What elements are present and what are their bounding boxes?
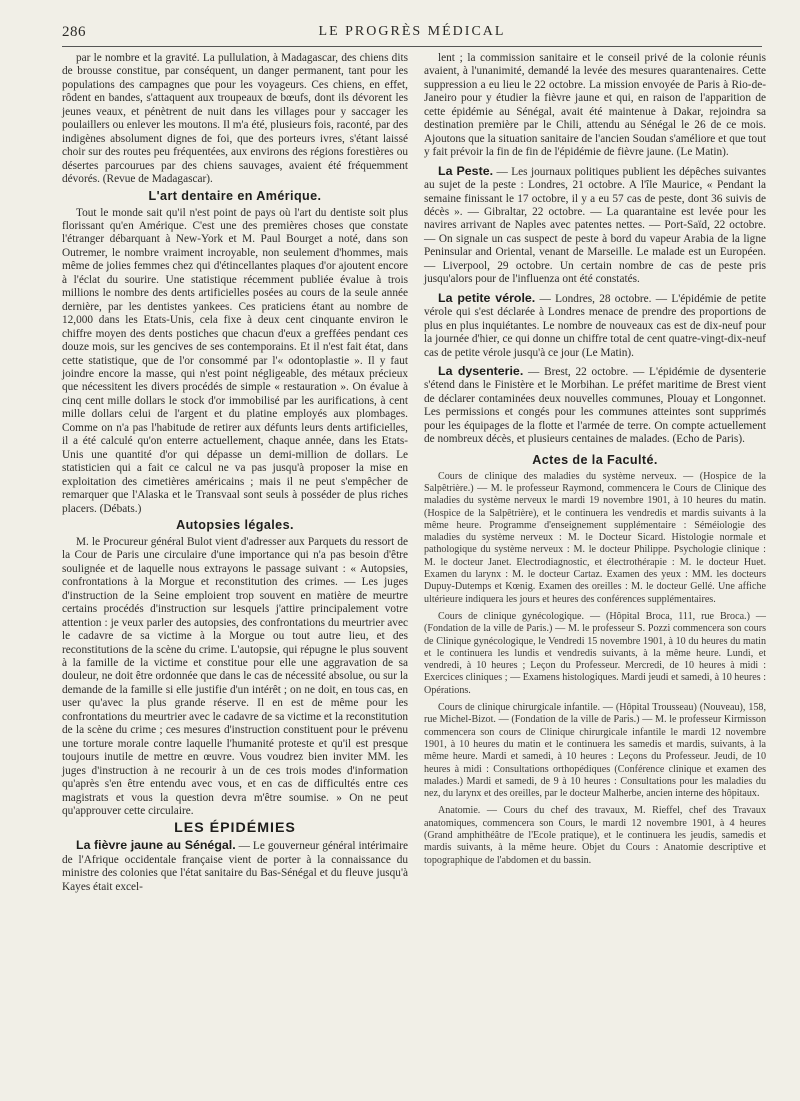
running-title: LE PROGRÈS MÉDICAL	[318, 24, 506, 39]
petite-verole-text: — Londres, 28 octobre. — L'épidémie de petite vérole qui s'est déclarée à Londres menace de prendre des proportions de plus en plus inquiétantes. Le nombre de nouveaux cas est de dix-neuf pour la journée d'hier, ce qui donne un chiffre total de cent quatre-vingt-dix-neuf cas de petite vérole jusqu'à ce jour (Le Matin).	[424, 292, 766, 359]
peste-runin: La Peste.	[438, 163, 494, 178]
section-heading-actes-faculte: Actes de la Faculté.	[532, 452, 658, 467]
cours-systeme-nerveux: Cours de clinique des maladies du système nerveux. — (Hospice de la Salpêtrière.) — M. le professeur Raymond, commencera le Cours de Clinique des maladies du système nerveux le mardi 19 novembre 1901, à 10 heures du matin. (Hospice de la Salpêtrière), et le continuera les vendredis et mardis suivants à la même heure. Programme d'enseignement supplémentaire : Séméiologie des maladies du système nerveux : M. le Docteur Sicard. Histologie normale et pathologique du système nerveux : M. le docteur Philippe. Psychologie clinique : M. le docteur Janet. Electrodiagnostic, et électrothérapie : M. le docteur Huet. Examen du larynx : M. le docteur Cartaz. Examen des yeux : MM. les docteurs Dupuy-Dutemps et Kœnig. Examen des oreilles : M. le docteur Gellé. Une affiche ultérieure indiquera les jours et heures des conférences supplémentaires.	[424, 470, 766, 605]
section-heading-art-dentaire: L'art dentaire en Amérique.	[148, 188, 322, 203]
petite-verole-runin: La petite vérole.	[438, 290, 536, 305]
section-heading-autopsies: Autopsies légales.	[176, 517, 294, 532]
fievre-jaune-runin: La fièvre jaune au Sénégal.	[76, 838, 236, 853]
petite-verole-paragraph	[424, 292, 766, 360]
dysenterie-text: — Brest, 22 octobre. — L'épidémie de dysenterie s'étend dans le Finistère et le Morbihan. Le préfet maritime de Brest vient de déclarer contaminées deux nouvelles communes, Plouay et Longonnet. Les permissions et congés pour les communes atteintes sont supprimés pour les équipages de la flotte et l'armée de terre. On compte actuellement de nombreux décès, et plusieurs centaines de malades. (Echo de Paris).	[424, 365, 766, 446]
cours-anatomie: Anatomie. — Cours du chef des travaux, M. Rieffel, chef des Travaux anatomiques, commencera son Cours, le mardi 12 novembre 1901, à 4 heures (Grand amphithéâtre de l'Ecole pratique), et le continuera les jeudis, samedis et mardis suivants, à la même heure. Objet du Cours : Anatomie descriptive et topographique de l'abdomen et du bassin.	[424, 805, 766, 866]
dysenterie-paragraph	[424, 365, 766, 447]
fievre-jaune-text: — Le gouverneur général intérimaire de l'Afrique occidentale française vient de porter à la connaissance du ministre des colonies que l'état sanitaire du Bas-Sénégal et du fleuve jusqu'à Kayes était excel-	[62, 840, 409, 893]
dysenterie-runin: La dysenterie.	[438, 363, 524, 378]
right-column	[424, 52, 766, 867]
art-dentaire-paragraph: Tout le monde sait qu'il n'est point de pays où l'art du dentiste soit plus florissant qu'en Amérique. C'est une des premières choses que constate l'étranger débarquant à New-York et M. Paul Bourget a noté, dans son Outremer, le nombre vraiment incroyable, non seulement d'hommes, mais même de jolies femmes chez qui d'étincellantes plaques d'or ajoutent encore à l'éclat du sourire. Une statistique récemment publiée évalue à trois millions le nombre des dents artificielles posées au cours de la seule année dernière, par les dentistes yankees. Ces praticiens étant au nombre de 12,000 dans les Etats-Unis, cela fixe à deux cent cinquante environ le chiffre moyen des dents postiches que chacun d'eux a greffées pendant ces douze mois, sur les gencives de ses contemporains. Et il n'est fait état, dans cette statistique, que de l'or consommé par l'« odontoplastie ». Il y faut joindre encore la masse, qui n'est point négligeable, des métaux précieux que nécessitent les divers procédés de simple « restauration ». On évalue à cinq cent mille dollars le stock d'or immobilisé par les aurifications, à cent mille dollars celui de l'argent et du platine employés aux plombages. Comme on n'a pas l'habitude de retirer aux défunts leurs dents artificielles, il a été calculé qu'on enterre actuellement, chaque année, dans les Etats-Unis une quantité d'or qui dépasse un demi-million de dollars. Le statisticien qui a fait ce calcul ne va pas jusqu'à proposer la mise en exploitation des cimetières américains ; mais il ne peut s'empêcher de remarquer que l'Alaska et le Transvaal sont seuls à posséder de plus riches placers. (Débats.)	[62, 206, 408, 515]
cours-gynecologique: Cours de clinique gynécologique. — (Hôpital Broca, 111, rue Broca.) — (Fondation de la ville de Paris.) — M. le professeur S. Pozzi commencera son cours de Clinique gynécologique, le Vendredi 15 novembre 1901, à 10 du heures du matin et le continuera les lundis et vendredis suivants, à la même heure. Lundi, et vendredi, à 10 heures ; Leçon du Professeur. Mercredi, de 10 heures à midi : Exercices cliniques ; — Examens histologiques. Mardi jeudi et samedi, à 10 heures : Opérations.	[424, 610, 766, 696]
fievre-jaune-continued: lent ; la commission sanitaire et le conseil privé de la colonie réunis avaient, à l'unanimité, demandé la levée des mesures quarantenaires. Cette suppression a eu lieu le 22 octobre. La mission envoyée de Paris à Rio-de-Janeiro pour y étudier la fièvre jaune et qui, en raison de l'apparition de cette épidémie au Sénégal, avait été maintenue à Dakar, rejoindra sa destination première par le Chili, attendu au Sénégal le 26 de ce mois. Ajoutons que la situation sanitaire de l'ancien Soudan s'améliore et que tout y fait prévoir la fin de fin de l'épidémie de fièvre jaune. (Le Matin).	[424, 52, 766, 159]
peste-paragraph	[424, 165, 766, 287]
autopsies-paragraph: M. le Procureur général Bulot vient d'adresser aux Parquets du ressort de la Cour de Paris une circulaire d'une importance qui n'a pas besoin d'être soulignée et de laquelle nous extrayons le passage suivant : « Autopsies, confrontations à la Morgue et reconstitution des crimes. — Les juges d'instruction de la Seine emploient trop souvent en matière de meurtre certains procédés d'instruction sur lesquels j'attire principalement votre attention : je veux parler des autopsies, des confrontations du meurtrier avec le cadavre de sa victime à la Morgue ou tout autre lieu, et des reconstitutions de la scène du crime. L'autopsie, qui répugne le plus souvent à la famille de la victime et constitue pour elle une aggravation de sa douleur, ne doit être ordonnée que dans le cas de nécessité absolue, ou sur la demande de la famille si elle justifie d'un intérêt ; on ne doit, en tous cas, en user qu'avec la plus grande réserve. Il en est de même pour les confrontations du meurtrier avec le cadavre de sa victime et la reconstitution de la scène du crime ; ces mesures d'instruction constituent pour le prévenu une torture morale contre laquelle l'humanité proteste et qu'il est presque toujours inutile de mettre en œuvre. Vous voudrez bien inviter MM. les juges d'instruction à ne recourir à un de ces trois modes d'information qu'après s'en être entendu avec vous, et en cas de difficultés entre ces magistrats et vous la question devra m'être soumise. » On ne peut qu'approuver cette circulaire.	[62, 535, 408, 818]
left-column	[62, 52, 408, 894]
page-number: 286	[62, 24, 86, 40]
page-header	[62, 24, 762, 47]
cours-chirurgie-infantile: Cours de clinique chirurgicale infantile. — (Hôpital Trousseau) (Nouveau), 158, rue Michel-Bizot. — (Fondation de la ville de Paris.) — M. le professeur Kirmisson commencera son cours de Clinique chirurgicale infantile le mardi 12 novembre 1901, à 10 heures du matin et le continuera les samedis et mardis, suivants, à la même heure. Mardi et samedi, à 10 heures : Leçons du Professeur. Jeudi, de 10 heures à midi : Consultations orthopédiques (Conférence clinique et examen des malades.) Mardi et samedi, de 9 à 10 heures : Consultations pour les maladies du nez, du larynx et des oreilles, par le docteur Malherbe, ancien interne des hôpitaux.	[424, 702, 766, 800]
fievre-jaune-paragraph	[62, 839, 408, 894]
madagascar-dogs-paragraph: par le nombre et la gravité. La pullulation, à Madagascar, des chiens dits de brousse constitue, par conséquent, un danger permanent, tant pour les populations des campagnes que pour les voyageurs. Ces chiens, en effet, rôdent en bandes, s'attaquent aux troupeaux de bœufs, dont ils dévorent les jeunes veaux, et pénètrent de nuit dans les villages pour y saccager les poulaillers ou enlever les moutons. Il m'a été, plusieurs fois, raconté, par des indigènes absolument dignes de foi, que des porteurs ivres, s'étant laissé choir sur des routes peu fréquentées, aux environs des régions forestières ou désertes parcourues par des chiens sauvages, avaient été fréquemment dévorés. (Revue de Madagascar).	[62, 52, 408, 186]
section-heading-epidemies: LES ÉPIDÉMIES	[174, 820, 296, 837]
peste-text: — Les journaux politiques publient les dépêches suivantes au sujet de la peste : Londres, 21 octobre. A l'île Maurice, « Pendant la semaine finissant le 17 octobre, il y a eu 57 cas de peste, dont 36 suivis de décès ». — Gibraltar, 22 octobre. — La quarantaine est levée pour les navires arrivant de Naples avec patentes nettes. — Port-Saïd, 22 octobre. — On signale un cas suspect de peste à bord du vapeur Arabia de la ligne Peninsular and Oriental, venant de Marseille. Le malade est un Européen. — Liverpool, 29 octobre. Un certain nombre de cas de peste pris jusqu'alors pour de l'influenza ont été constatés.	[424, 165, 766, 286]
